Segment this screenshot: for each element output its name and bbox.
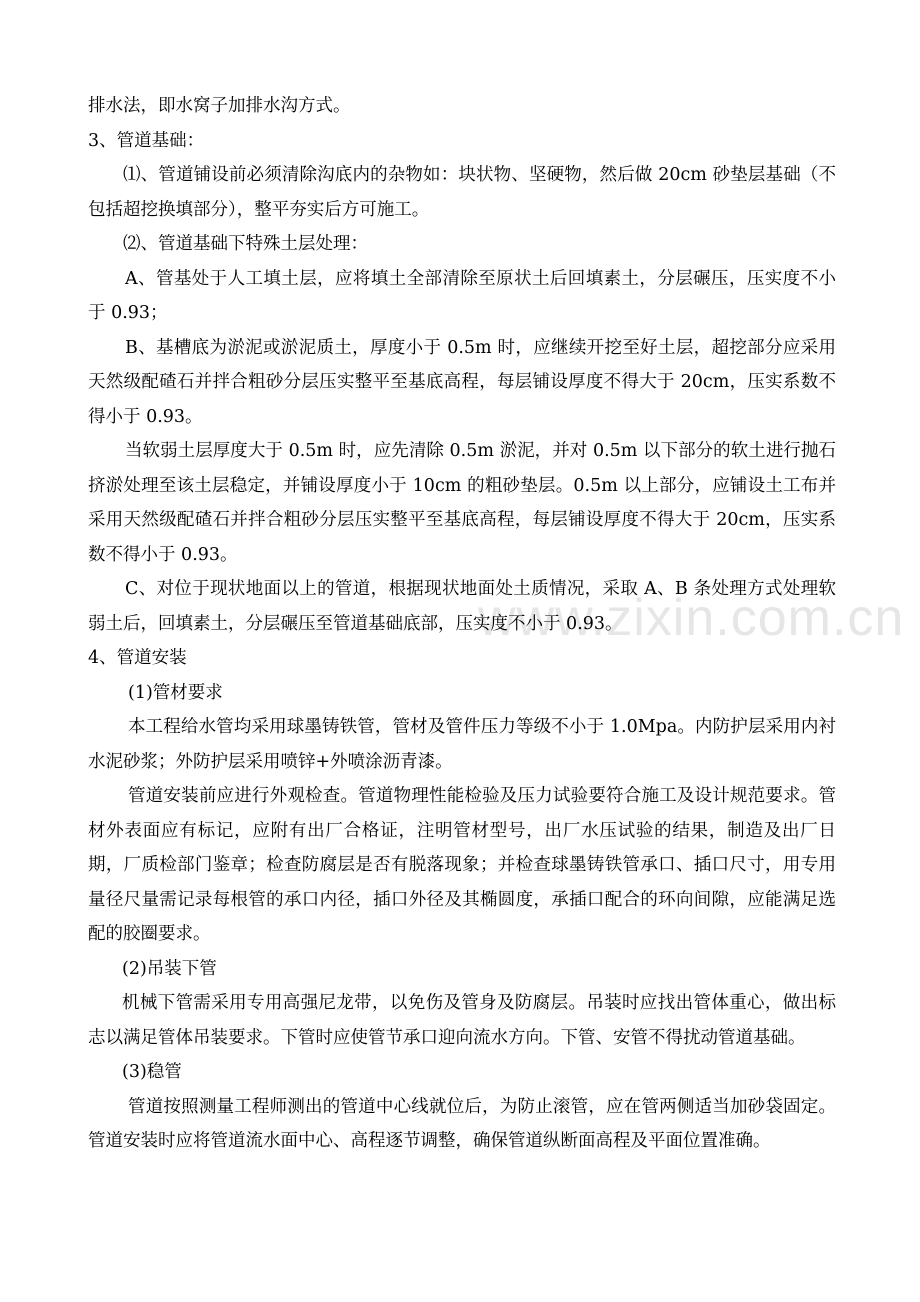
paragraph-lifting: 机械下管需采用专用高强尼龙带，以免伤及管身及防腐层。吊装时应找出管体重心，做出标志以满足管体吊装要求。下管时应使管节承口迎向流水方向。下管、安管不得扰动管道基础。: [88, 993, 836, 1048]
subheading-lifting: (2)吊装下管: [122, 958, 217, 979]
paragraph-foundation-clearing: ⑴、管道铺设前必须清除沟底内的杂物如：块状物、坚硬物，然后做 20cm 砂垫层基础（不包括超挖换填部分），整平夯实后方可施工。: [88, 165, 836, 220]
paragraph-item-c: C、对位于现状地面以上的管道，根据现状地面处土质情况，采取 A、B 条处理方式处理软弱土后，回填素土，分层碾压至管道基础底部，压实度不小于 0.93。: [88, 579, 836, 634]
subheading-stabilizing: (3)稳管: [122, 1062, 182, 1082]
paragraph-item-a: A、管基处于人工填土层，应将填土全部清除至原状土后回填素土，分层碾压，压实度不小于 0.93；: [88, 268, 836, 323]
document-body: [88, 89, 836, 1159]
paragraph-visual-inspection: 管道安装前应进行外观检查。管道物理性能检验及压力试验要符合施工及设计规范要求。管材外表面应有标记，应附有出厂合格证，注明管材型号，出厂水压试验的结果，制造及出厂日期，厂质检部门鉴章；检查防腐层是否有脱落现象；并检查球墨铸铁管承口、插口尺寸，用专用量径尺量需记录每根管的承口内径，插口外径及其椭圆度，承插口配合的环向间隙，应能满足选配的胶圈要求。: [88, 786, 836, 944]
paragraph-soft-soil: 当软弱土层厚度大于 0.5m 时，应先清除 0.5m 淤泥，并对 0.5m 以下部分的软土进行抛石挤淤处理至该土层稳定，并铺设厚度小于 10cm 的粗砂垫层。0.5m 以上部分，应铺设土工布并采用天然级配碴石并拌合粗砂分层压实整平至基底高程，每层铺设厚度不得大于 20cm，压实系数不得小于 0.93。: [88, 441, 836, 565]
paragraph-item-b: B、基槽底为淤泥或淤泥质土，厚度小于 0.5m 时，应继续开挖至好土层，超挖部分应采用天然级配碴石并拌合粗砂分层压实整平至基底高程，每层铺设厚度不得大于 20cm，压实系数不得小于 0.93。: [88, 337, 836, 427]
paragraph-drainage-method: 排水法，即水窝子加排水沟方式。: [88, 96, 351, 116]
watermark: www.zixin.com.cn: [478, 589, 905, 647]
section-heading-pipe-installation: 4、管道安装: [88, 648, 187, 668]
paragraph-special-soil-heading: ⑵、管道基础下特殊土层处理：: [123, 234, 368, 254]
paragraph-pipe-material: 本工程给水管均采用球墨铸铁管，管材及管件压力等级不小于 1.0Mpa。内防护层采用内衬水泥砂浆；外防护层采用喷锌+外喷涂沥青漆。: [88, 717, 836, 772]
section-heading-pipe-foundation: 3、管道基础：: [88, 130, 205, 151]
subheading-pipe-requirements: (1)管材要求: [128, 682, 223, 703]
paragraph-stabilizing: 管道按照测量工程师测出的管道中心线就位后，为防止滚管，应在管两侧适当加砂袋固定。管道安装时应将管道流水面中心、高程逐节调整，确保管道纵断面高程及平面位置准确。: [88, 1096, 836, 1151]
